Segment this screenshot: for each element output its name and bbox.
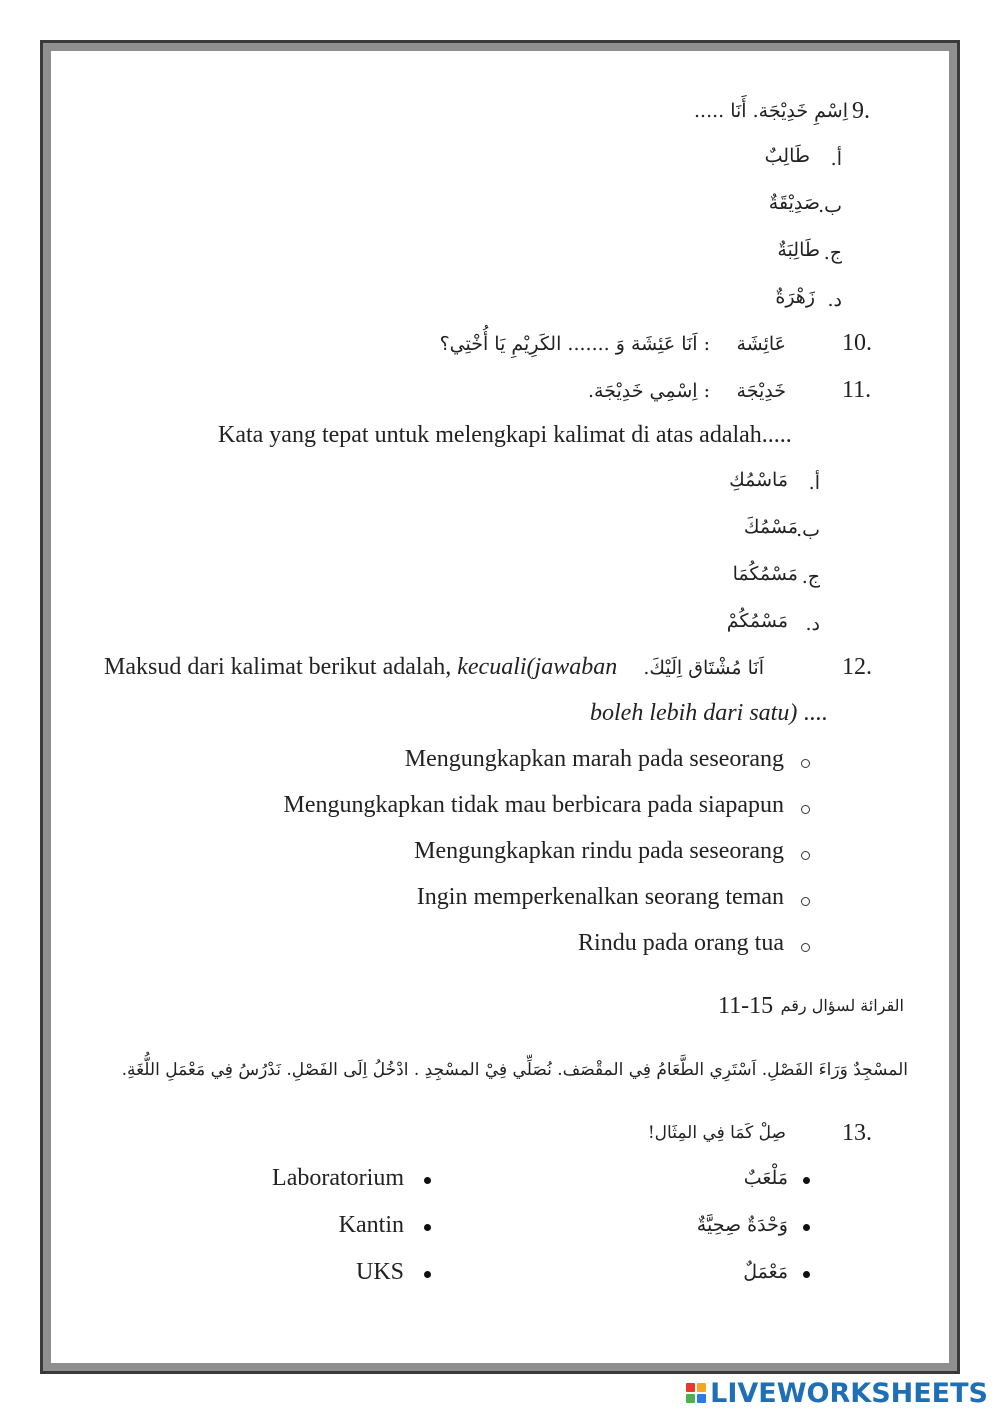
q13-right-3-dot[interactable] [424,1271,431,1278]
q12-number: 12. [842,654,872,680]
q13-left-2: وَحْدَةٌ صِحِيَّةٌ [696,1214,788,1236]
q13-right-3: UKS [355,1259,404,1285]
q12-option-4: Ingin memperkenalkan seorang teman [416,884,784,910]
q9-option-b-letter: ب. [818,195,842,217]
q12-prompt-line2-end: .... [797,700,828,726]
q12-prompt-start: Maksud dari kalimat berikut adalah, [104,654,458,680]
q13-instruction: صِلْ كَمَا فِي المِثَال! [647,1123,786,1143]
q10-speaker: عَائِشَة [736,333,786,355]
q12-option-1: Mengungkapkan marah pada seseorang [404,746,784,772]
logo-square-blue [697,1394,706,1403]
q11-option-a[interactable]: مَاسْمُكِ [729,469,788,491]
q9-question: اِسْمِ خَدِيْجَة. أَنَا ..... [693,100,848,122]
q9-option-b[interactable]: صَدِيْقَةٌ [768,192,820,214]
q11-number: 11. [842,377,872,403]
q13-right-1-dot[interactable] [424,1177,431,1184]
q12-option-5-radio[interactable] [801,943,810,952]
q13-right-1: Laboratorium [272,1165,404,1191]
logo-square-orange [697,1383,706,1392]
q9-number: 9. [852,98,870,124]
q9-option-a-letter: أ. [830,148,842,170]
logo-square-green [686,1394,695,1403]
q12-option-3: Mengungkapkan rindu pada seseorang [414,838,784,864]
q11-option-d[interactable]: مَسْمُكُمْ [726,610,788,632]
reading-passage: المسْجِدٌ وَرَاءَ الفَصْلِ. اَسْتَرِي الطَّعَامُ فِي المقْصَف. نُصَلِّي فِيْ المسْجِدِ . ادْخُلُ اِلَى الفَصْلِ. نَدْرُسُ فِي مَعْمَلِ اللُّغَةِ. [121,1060,908,1080]
liveworksheets-logo [686,1378,988,1408]
q13-right-2-dot[interactable] [424,1224,431,1231]
q13-left-2-dot[interactable] [803,1224,810,1231]
q12-option-2: Mengungkapkan tidak mau berbicara pada siapapun [283,792,784,818]
q11-option-c[interactable]: مَسْمُكُمَا [732,563,798,585]
q9-option-a[interactable]: طَالِبٌ [764,145,810,167]
logo-grid-icon [686,1383,706,1403]
q12-prompt-italic: kecuali(jawaban [457,654,618,680]
q11-prompt: Kata yang tepat untuk melengkapi kalimat di atas adalah..... [218,422,792,448]
q12-option-4-radio[interactable] [801,897,810,906]
q9-option-c[interactable]: طَالِبَةٌ [777,239,820,261]
q11-option-a-letter: أ. [808,472,820,494]
q9-option-d[interactable]: زَهْرَةٌ [775,286,815,308]
reading-title-range: 11-15 [718,993,774,1019]
q12-prompt-line2 [590,700,827,727]
q11-dialogue: : اِسْمِي خَدِيْجَة. [588,380,710,402]
q11-speaker: خَدِيْجَة [736,380,786,402]
q12-option-3-radio[interactable] [801,851,810,860]
q13-left-3: مَعْمَلٌ [743,1261,788,1283]
q10-dialogue: : اَنَا عَئِشَة وَ ....... الكَرِيْمِ يَا أُخْتِي؟ [439,333,710,355]
q13-right-2: Kantin [338,1212,404,1238]
q9-option-c-letter: ج. [823,242,842,264]
q11-option-c-letter: ج. [801,566,820,588]
q12-option-5: Rindu pada orang tua [578,930,784,956]
q11-option-d-letter: د. [805,613,820,635]
reading-title: القرائة لسؤال رقم [780,996,904,1015]
q12-prompt-line2-italic: boleh lebih dari satu) [590,700,798,726]
q11-option-b-letter: ب. [796,519,820,541]
q12-option-1-radio[interactable] [801,759,810,768]
logo-square-red [686,1383,695,1392]
q13-left-3-dot[interactable] [803,1271,810,1278]
brand-name: LIVEWORKSHEETS [710,1377,988,1409]
q9-option-d-letter: د. [827,289,842,311]
q13-number: 13. [842,1120,872,1146]
q13-left-1-dot[interactable] [803,1177,810,1184]
q13-left-1: مَلْعَبٌ [743,1167,788,1189]
q10-number: 10. [842,330,872,356]
q12-option-2-radio[interactable] [801,805,810,814]
q11-option-b[interactable]: مَسْمُكَ [743,516,798,538]
q12-arabic: اَنَا مُشْتَاق اِلَيْكَ. [643,657,764,679]
q12-prompt [104,654,617,681]
